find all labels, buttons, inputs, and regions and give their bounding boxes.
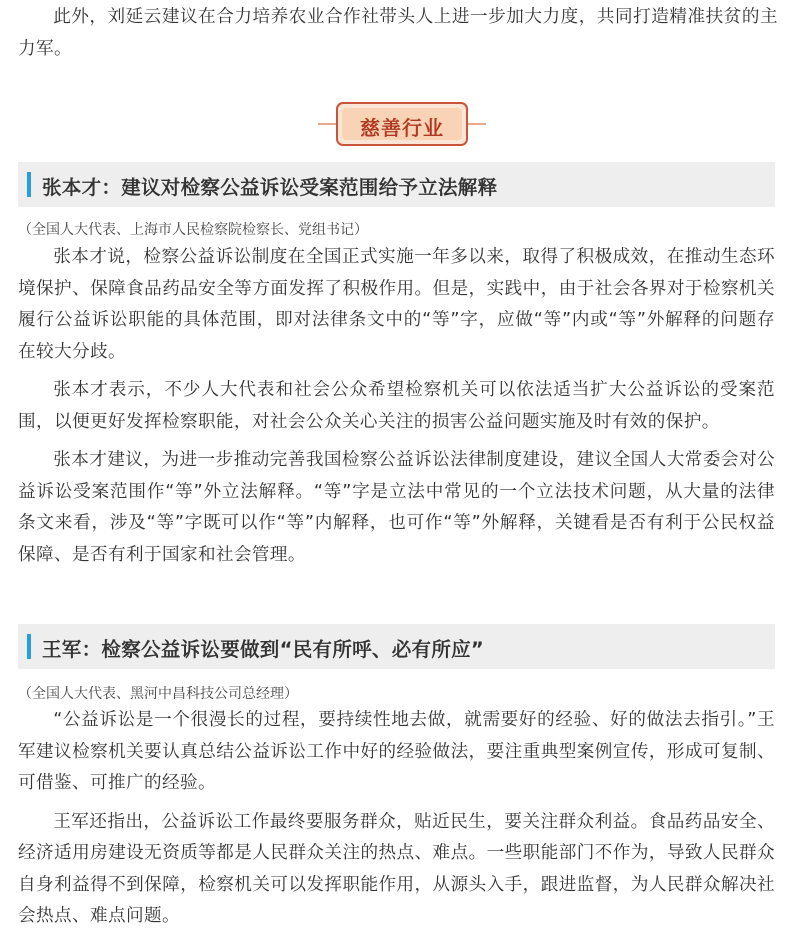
heading-accent-bar — [27, 634, 31, 659]
heading-accent-bar — [27, 172, 31, 197]
section-title: 张本才：建议对检察公益诉讼受案范围给予立法解释 — [42, 176, 498, 199]
body-paragraph: 王军还指出，公益诉讼工作最终要服务群众，贴近民生，要关注群众利益。食品药品安全、经济适用房建设无资质等都是人民群众关注的热点、难点。一些职能部门不作为，导致人民群众自身利益得不到保障，检察机关可以发挥职能作用，从源头入手，跟进监督，为人民群众解决社会热点、难点问题。 — [18, 811, 775, 926]
section-heading — [18, 162, 775, 207]
category-label: 慈善行业 — [360, 116, 444, 140]
section-body — [18, 242, 775, 571]
category-tag — [336, 102, 468, 146]
category-divider-left — [318, 123, 336, 125]
body-paragraph: 张本才建议，为进一步推动完善我国检察公益诉讼法律制度建设，建议全国人大常委会对公益诉讼受案范围作“等”外立法解释。“等”字是立法中常见的一个立法技术问题，从大量的法律条文来看，涉及“等”字既可以作“等”内解释，也可作“等”外解释，关键看是否有利于公民权益保障、是否有利于国家和社会管理。 — [18, 450, 775, 565]
category-divider-right — [468, 123, 486, 125]
body-paragraph: “公益诉讼是一个很漫长的过程，要持续性地去做，就需要好的经验、好的做法去指引。”王军建议检察机关要认真总结公益诉讼工作中好的经验做法，要注重典型案例宣传，形成可复制、可借鉴、可推广的经验。 — [18, 710, 775, 793]
section-heading — [18, 624, 775, 669]
speaker-role: （全国人大代表、上海市人民检察院检察长、党组书记） — [18, 222, 368, 238]
section-body — [18, 705, 775, 933]
body-paragraph: 张本才说，检察公益诉讼制度在全国正式实施一年多以来，取得了积极成效，在推动生态环境保护、保障食品药品安全等方面发挥了积极作用。但是，实践中，由于社会各界对于检察机关履行公益诉讼职能的具体范围，即对法律条文中的“等”字，应做“等”内或“等”外解释的问题存在较大分歧。 — [18, 247, 775, 362]
speaker-role: （全国人大代表、黑河中昌科技公司总经理） — [18, 686, 298, 702]
intro-paragraph: 此外，刘延云建议在合力培养农业合作社带头人上进一步加大力度，共同打造精准扶贫的主力军。 — [18, 7, 778, 59]
section-title: 王军：检察公益诉讼要做到“民有所呼、必有所应” — [42, 638, 485, 661]
body-paragraph: 张本才表示，不少人大代表和社会公众希望检察机关可以依法适当扩大公益诉讼的受案范围，以便更好发挥检察职能，对社会公众关心关注的损害公益问题实施及时有效的保护。 — [18, 380, 775, 432]
